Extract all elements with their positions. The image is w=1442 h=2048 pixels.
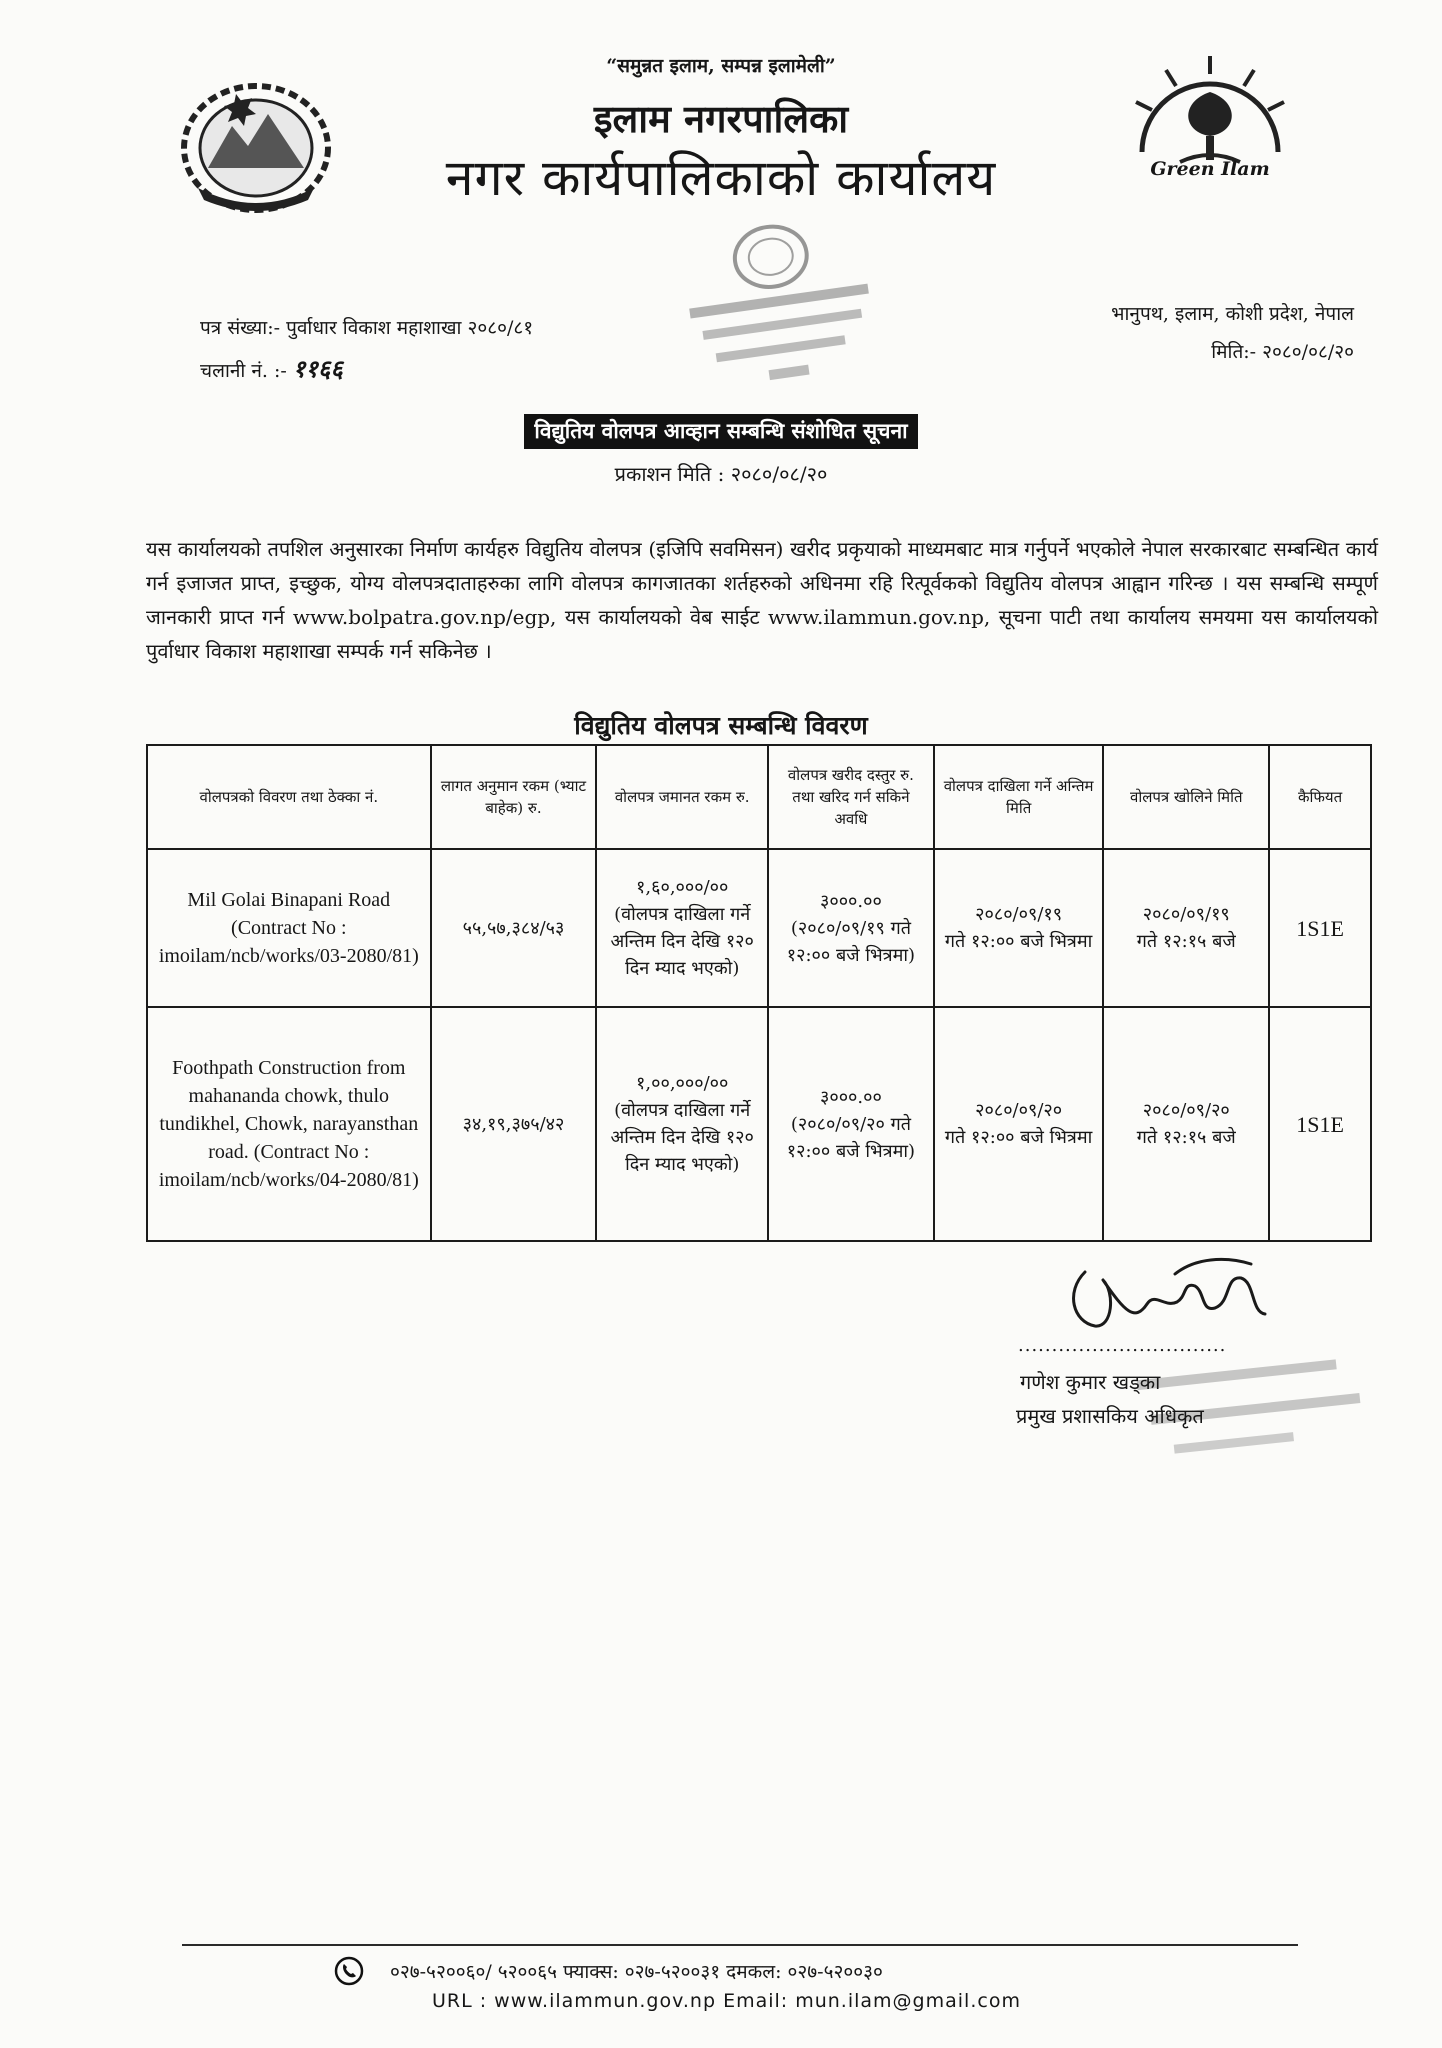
table-row (147, 849, 1371, 1007)
dispatch-number-value: ११६६ (292, 355, 343, 383)
header-bid-security: वोलपत्र जमानत रकम रु. (596, 745, 768, 849)
footer-phone-numbers: ०२७-५२००६०/ ५२००६५ फ्याक्स: ०२७-५२००३१ दमकल: ०२७-५२००३० (390, 1961, 883, 1983)
signature-line: ............................... (1018, 1335, 1227, 1356)
row-submission-date (934, 1007, 1104, 1241)
nepal-emblem-icon (176, 76, 336, 216)
row-purchase-fee (768, 849, 934, 1007)
dispatch-number-label: चलानी नं. :- (200, 360, 287, 382)
fee-amount: ३०००.०० (819, 890, 882, 912)
opening-time: गते १२:१५ बजे (1136, 931, 1236, 952)
handwritten-signature (1055, 1252, 1285, 1342)
row-submission-date (934, 849, 1104, 1007)
publication-date: प्रकाशन मिति : २०८०/०८/२० (614, 462, 828, 486)
row-opening-date (1103, 1007, 1269, 1241)
table-row (147, 1007, 1371, 1241)
green-ilam-caption: Green Ilam (1150, 158, 1270, 180)
row-remarks: 1S1E (1269, 849, 1371, 1007)
header-cost-estimate: लागत अनुमान रकम (भ्याट बाहेक) रु. (431, 745, 597, 849)
footer-url-email: URL : www.ilammun.gov.np Email: mun.ilam@gmail.com (432, 1990, 1021, 2012)
submission-date: २०८०/०९/१९ (975, 904, 1063, 925)
opening-date: २०८०/०९/२० (1142, 1100, 1230, 1121)
bid-security-amount: १,६०,०००/०० (636, 877, 729, 898)
table-header-row (147, 745, 1371, 849)
footer-divider (182, 1944, 1298, 1946)
municipality-name: इलाम नगरपालिका (593, 96, 849, 141)
header-purchase-fee: वोलपत्र खरीद दस्तुर रु. तथा खरिद गर्न सकिने अवधि (768, 745, 934, 849)
row-bid-security (596, 1007, 768, 1241)
header-opening-date: वोलपत्र खोलिने मिति (1103, 745, 1269, 849)
letter-reference-number: पत्र संख्या:- पुर्वाधार विकाश महाशाखा २०८०/८१ (200, 317, 534, 339)
table-title: विद्युतिय वोलपत्र सम्बन्धि विवरण (574, 711, 868, 740)
fee-note: (२०८०/०९/२० गते १२:०० बजे भित्रमा) (786, 1113, 916, 1162)
notice-subject-text: विद्युतिय वोलपत्र आव्हान सम्बन्धि संशोधित सूचना (524, 414, 917, 449)
submission-time: गते १२:०० बजे भित्रमा (944, 1127, 1093, 1148)
notice-subject (0, 414, 1442, 449)
signatory-title: प्रमुख प्रशासकिय अधिकृत (1016, 1404, 1204, 1428)
bid-security-note: (वोलपत्र दाखिला गर्ने अन्तिम दिन देखि १२० दिन म्याद भएको) (610, 904, 754, 979)
submission-date: २०८०/०९/२० (975, 1100, 1063, 1121)
notice-body: यस कार्यालयको तपशिल अनुसारका निर्माण कार्यहरु विद्युतिय वोलपत्र (इजिपि सवमिसन) खरीद प्रकृयाको माध्यमबाट मात्र गर्नुपर्ने भएकोले नेपाल सरकारबाट सम्बन्धित कार्य गर्न इजाजत प्राप्त, इच्छुक, योग्य वोलपत्रदाताहरुका लागि वोलपत्र कागजातका शर्तहरुको अधिनमा रहि रित्पूर्वकको विद्युतिय वोलपत्र आह्वान गरिन्छ । यस सम्बन्धि सम्पूर्ण जानकारी प्राप्त गर्न www.bolpatra.gov.np/egp, यस कार्यालयको वेब साईट www.ilammun.gov.np, सूचना पाटी तथा कार्यालय समयमा यस कार्यालयको पुर्वाधार विकाश महाशाखा सम्पर्क गर्न सकिनेछ । (146, 537, 1378, 663)
office-seal-stamp (670, 216, 890, 401)
row-description: Mil Golai Binapani Road (Contract No : imoilam/ncb/works/03-2080/81) (147, 849, 431, 1007)
row-purchase-fee (768, 1007, 934, 1241)
header-remarks: कैफियत (1269, 745, 1371, 849)
row-bid-security (596, 849, 768, 1007)
bid-security-amount: १,००,०००/०० (636, 1073, 729, 1094)
fee-note: (२०८०/०९/१९ गते १२:०० बजे भित्रमा) (786, 917, 916, 966)
row-cost-estimate: ३४,१९,३७५/४२ (431, 1007, 597, 1241)
office-address: भानुपथ, इलाम, कोशी प्रदेश, नेपाल (1111, 303, 1354, 325)
dispatch-number-line (200, 352, 343, 385)
signatory-name: गणेश कुमार खड्का (1020, 1370, 1161, 1394)
phone-icon (334, 1956, 364, 1986)
motto: “समुन्नत इलाम, सम्पन्न इलामेली” (606, 55, 836, 77)
header-submission-date: वोलपत्र दाखिला गर्ने अन्तिम मिति (934, 745, 1104, 849)
row-opening-date (1103, 849, 1269, 1007)
bid-security-note: (वोलपत्र दाखिला गर्ने अन्तिम दिन देखि १२० दिन म्याद भएको) (610, 1100, 754, 1175)
row-cost-estimate: ५५,५७,३८४/५३ (431, 849, 597, 1007)
fee-amount: ३०००.०० (819, 1086, 882, 1108)
letter-date: मिति:- २०८०/०८/२० (1211, 341, 1354, 363)
header-description: वोलपत्रको विवरण तथा ठेक्का नं. (147, 745, 431, 849)
tender-details-table (146, 744, 1372, 1242)
row-remarks: 1S1E (1269, 1007, 1371, 1241)
row-description: Foothpath Construction from mahananda chowk, thulo tundikhel, Chowk, narayansthan road. (Contract No : imoilam/ncb/works/04-2080/81) (147, 1007, 431, 1241)
opening-date: २०८०/०९/१९ (1142, 904, 1230, 925)
submission-time: गते १२:०० बजे भित्रमा (944, 931, 1093, 952)
opening-time: गते १२:१५ बजे (1136, 1127, 1236, 1148)
office-name: नगर कार्यपालिकाको कार्यालय (445, 149, 997, 207)
